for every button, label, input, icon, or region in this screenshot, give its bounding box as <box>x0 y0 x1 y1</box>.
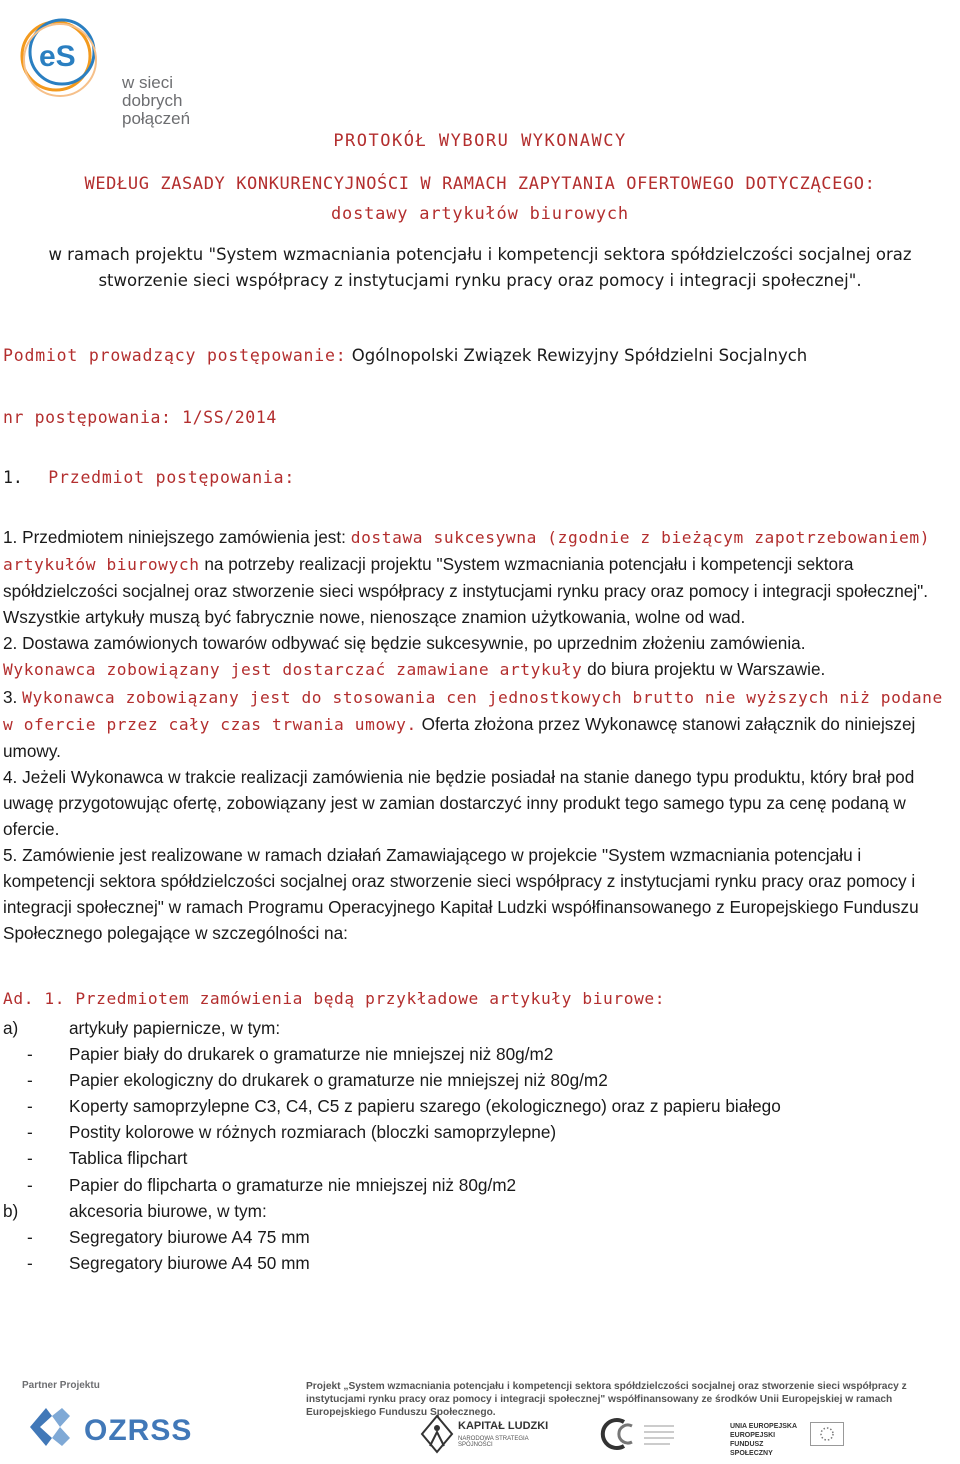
paragraph-1 <box>3 524 953 604</box>
p5-text-c: Oferta złożona przez Wykonawcę stanowi załącznik do niniejszej umowy. <box>3 713 916 761</box>
section-1-heading <box>3 468 295 487</box>
section-1-label: Przedmiot postępowania: <box>48 468 296 487</box>
list-item <box>3 1145 781 1171</box>
list-item <box>3 1093 781 1119</box>
kapital-ludzki-name: KAPITAŁ LUDZKI <box>458 1420 549 1432</box>
list-marker: b) <box>3 1200 19 1221</box>
p1-text-c: na potrzeby realizacji projektu "System wzmacniania potencjału i kompetencji sektora spółdzielczości socjalnej oraz stworzenie sieci współpracy z instytucjami rynku pracy oraz pomocy i integracji społecznej". <box>3 554 929 602</box>
list-marker: - <box>27 1174 33 1195</box>
logo-line-2: dobrych połączeń <box>122 91 191 128</box>
ozrss-mark-icon <box>22 1402 78 1452</box>
svg-text:eS: eS <box>39 40 76 73</box>
list-marker: - <box>27 1070 33 1091</box>
eu-text: UNIA EUROPEJSKA EUROPEJSKI FUNDUSZ SPOŁECZNY <box>730 1423 797 1457</box>
document-subject: dostawy artykułów biurowych <box>331 204 629 224</box>
paragraph-7: 5. Zamówienie jest realizowane w ramach działań Zamawiającego w projekcie "System wzmacniania potencjału i kompetencji sektora spółdzielczości socjalnej oraz stworzenie sieci współpracy z instytucjami rynku pracy oraz pomocy i integracji społecznej" w ramach Programu Operacyjnego Kapitał Ludzki współfinansowanego z Europejskiego Funduszu Społecznego polegające w szczególności na: <box>3 845 919 944</box>
project-footer-text: Projekt „System wzmacniania potencjału i kompetencji sektora spółdzielczości socjalnej oraz stworzenie sieci współpracy z instytucjami rynku pracy oraz pomocy i integracji społecznej" współfinansowany ze środków Unii Europejskiej w ramach Europejskiego Funduszu Społecznego. <box>306 1381 907 1418</box>
p1-text-a: 1. Przedmiotem niniejszego zamówienia jest: <box>3 527 351 547</box>
list-item-text: Postity kolorowe w różnych rozmiarach (bloczki samoprzylepne) <box>69 1122 557 1143</box>
kapital-ludzki-sub: NARODOWA STRATEGIA SPÓJNOŚCI <box>458 1436 529 1448</box>
list-item <box>3 1119 781 1145</box>
list-marker: - <box>27 1122 33 1143</box>
list-item <box>3 1015 781 1041</box>
list-item-text: Tablica flipchart <box>69 1148 188 1169</box>
section-1-number: 1. <box>3 468 23 487</box>
list-item-text: akcesoria biurowe, w tym: <box>69 1200 267 1221</box>
ozrss-logo <box>22 1402 193 1452</box>
nr-label: nr postępowania: <box>3 408 172 427</box>
paragraph-2: Wszystkie artykuły muszą być fabrycznie nowe, nienoszące znamion użytkowania, wolne od wad. <box>3 607 746 628</box>
nr-value: 1/SS/2014 <box>182 408 277 427</box>
list-item <box>3 1198 781 1224</box>
intro-paragraph <box>0 242 960 294</box>
document-title: PROTOKÓŁ WYBORU WYKONAWCY <box>333 131 627 151</box>
kapital-ludzki-logo <box>420 1414 560 1454</box>
podmiot-row <box>3 346 807 365</box>
eu-logo <box>726 1414 846 1457</box>
list-item <box>3 1067 781 1093</box>
partner-label: Partner Projektu <box>22 1380 100 1391</box>
list-item <box>3 1041 781 1067</box>
p4-text-b: Wykonawca zobowiązany jest dostarczać zamawiane artykuły <box>3 660 583 680</box>
list-marker: - <box>27 1096 33 1117</box>
paragraph-5 <box>3 684 953 764</box>
list-item-text: Papier ekologiczny do drukarek o gramaturze nie mniejszej niż 80g/m2 <box>69 1070 608 1091</box>
p5-text-a: 3. <box>3 686 23 707</box>
podmiot-value: Ogólnopolski Związek Rewizyjny Spółdzielni Socjalnych <box>351 346 808 365</box>
list-item-text: Koperty samoprzylepne C3, C4, C5 z papieru szarego (ekologicznego) oraz z papieru białego <box>69 1096 781 1117</box>
list-marker: - <box>27 1044 33 1065</box>
page-footer <box>0 1374 960 1464</box>
list-item <box>3 1250 781 1276</box>
paragraph-6: 4. Jeżeli Wykonawca w trakcie realizacji zamówienia nie będzie posiadał na stanie danego typu produktu, który brał pod uwagę przygotowując ofertę, zobowiązany jest w zamian dostarczyć inny produkt tego samego typu za cenę podaną w ofercie. <box>3 766 915 840</box>
ozrss-name: OZRSS <box>84 1414 193 1447</box>
list-marker: a) <box>3 1018 19 1038</box>
p5-text-b: Wykonawca zobowiązany jest do stosowania cen jednostkowych brutto nie wyższych niż podane w ofercie przez cały czas trwania umowy. <box>3 687 943 734</box>
list-item-text: Segregatory biurowe A4 75 mm <box>69 1226 310 1247</box>
document-subtitle: WEDŁUG ZASADY KONKURENCYJNOŚCI W RAMACH ZAPYTANIA OFERTOWEGO DOTYCZĄCEGO: <box>84 174 876 194</box>
list-marker: - <box>27 1252 33 1273</box>
nr-row <box>3 408 277 427</box>
ad-1-heading: Ad. 1. Przedmiotem zamówienia będą przykładowe artykuły biurowe: <box>3 989 666 1008</box>
list-item-text: artykuły papiernicze, w tym: <box>69 1018 281 1038</box>
es-logo <box>14 10 254 128</box>
p1-text-b: dostawa sukcesywna (zgodnie z bieżącym zapotrzebowaniem) artykułów biurowych <box>3 528 931 575</box>
document-body <box>3 524 953 947</box>
intro-line-2: stworzenie sieci współpracy z instytucjami rynku pracy oraz pomocy i integracji społecznej". <box>98 271 862 290</box>
list-item-text: Papier do flipcharta o gramaturze nie mniejszej niż 80g/m2 <box>69 1174 517 1195</box>
list-marker: - <box>27 1148 33 1169</box>
list-marker: - <box>27 1226 33 1247</box>
logo-circles-icon <box>14 10 114 110</box>
podmiot-label: Podmiot prowadzący postępowanie: <box>3 346 347 365</box>
list-item-text: Papier biały do drukarek o gramaturze nie mniejszej niż 80g/m2 <box>69 1044 554 1065</box>
eu-flag-icon <box>810 1422 844 1446</box>
intro-line-1: w ramach projektu "System wzmacniania potencjału i kompetencji sektora spółdzielczości socjalnej oraz <box>48 245 912 264</box>
logo-line-1: w sieci <box>122 73 174 92</box>
paragraph-4 <box>3 656 953 683</box>
p4-text-c: do biura projektu w Warszawie. <box>582 659 826 680</box>
partner-c-logo <box>600 1414 680 1454</box>
list-item <box>3 1172 781 1198</box>
list-item <box>3 1224 781 1250</box>
kapital-ludzki-mark-icon <box>420 1414 454 1454</box>
paragraph-3: 2. Dostawa zamówionych towarów odbywać się będzie sukcesywnie, po uprzednim złożeniu zamówienia. <box>3 633 806 654</box>
list-item-text: Segregatory biurowe A4 50 mm <box>69 1252 310 1273</box>
c-logo-icon <box>600 1414 680 1454</box>
items-list <box>3 1015 781 1276</box>
